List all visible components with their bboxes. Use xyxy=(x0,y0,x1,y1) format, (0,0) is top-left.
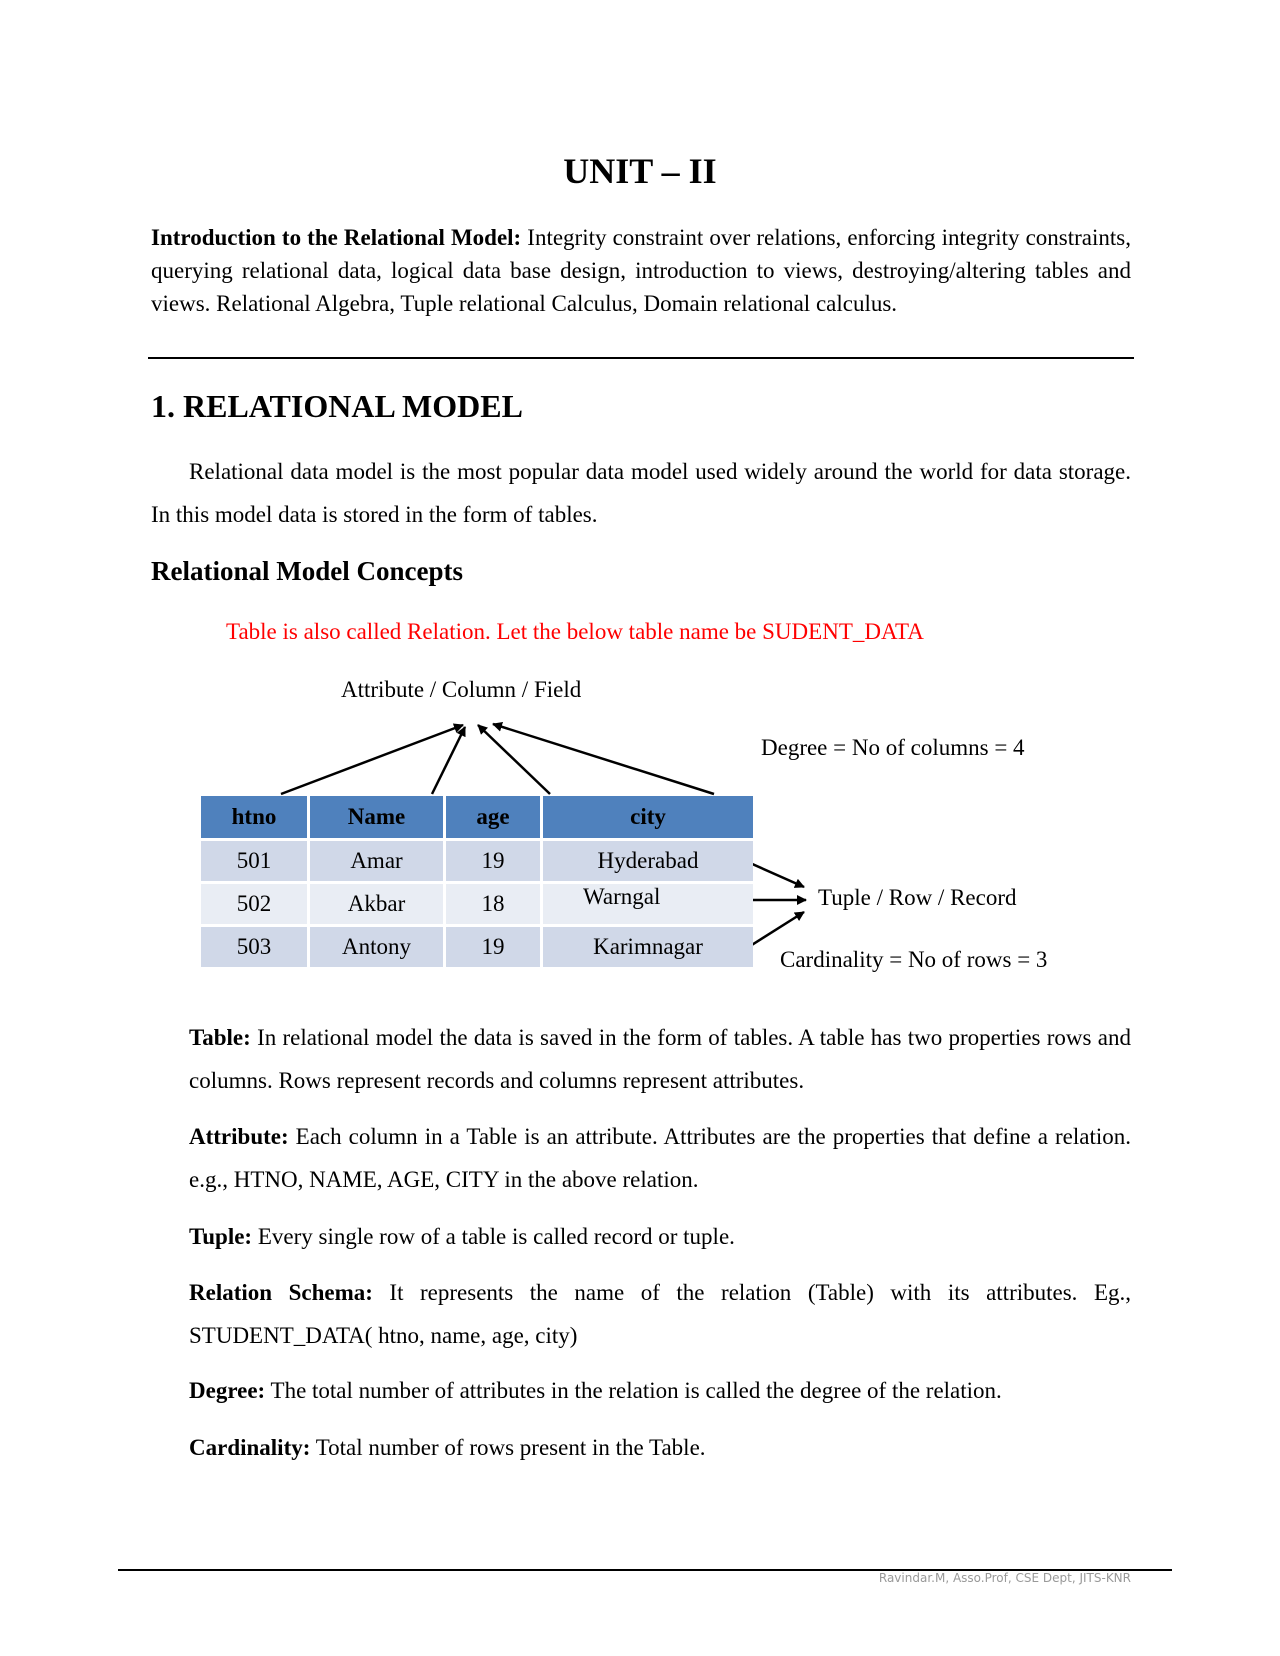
section-heading: 1. RELATIONAL MODEL xyxy=(151,388,523,424)
definition-text: In relational model the data is saved in the form of tables. A table has two properties rows and columns. Rows represent records and columns represent attributes. xyxy=(189,1025,1131,1093)
intro-text: Integrity constraint over relations, enforcing integrity constraints, querying relational data, logical data base design, introduction to views, destroying/altering tables and views. Relational Algebra, Tuple relational Calculus, Domain relational calculus. xyxy=(151,225,1131,316)
table-cell: 502 xyxy=(201,884,307,924)
page-title: UNIT – II xyxy=(563,151,717,191)
attribute-label: Attribute / Column / Field xyxy=(341,677,582,702)
definition-table xyxy=(189,1016,1131,1102)
table-cell: Karimnagar xyxy=(543,927,753,967)
table-cell: 501 xyxy=(201,841,307,881)
definition-relation-schema xyxy=(189,1271,1131,1357)
table-cell: Warngal xyxy=(543,884,753,924)
arrow-city xyxy=(493,724,714,794)
intro-label: Introduction to the Relational Model: xyxy=(151,225,522,250)
column-header: age xyxy=(446,796,540,838)
degree-label: Degree = No of columns = 4 xyxy=(761,735,1025,760)
tuple-label: Tuple / Row / Record xyxy=(818,885,1017,910)
definition-term: Tuple: xyxy=(189,1224,253,1249)
definition-cardinality xyxy=(189,1426,1131,1469)
table-cell: 503 xyxy=(201,927,307,967)
table-row xyxy=(201,884,753,924)
arrow-name xyxy=(432,727,465,794)
definition-text: It represents the name of the relation (Table) with its attributes. Eg., STUDENT_DATA( htno, name, age, city) xyxy=(189,1280,1131,1348)
table-cell: Akbar xyxy=(310,884,443,924)
definition-term: Table: xyxy=(189,1025,251,1050)
arrow-htno xyxy=(281,725,463,794)
definition-attribute xyxy=(189,1115,1131,1201)
table-header-row xyxy=(201,796,753,838)
arrow-age xyxy=(478,725,550,794)
student-data-table xyxy=(198,793,756,970)
definition-term: Degree: xyxy=(189,1378,266,1403)
definition-term: Relation Schema: xyxy=(189,1280,373,1305)
table-cell: Amar xyxy=(310,841,443,881)
column-header: htno xyxy=(201,796,307,838)
section-paragraph: Relational data model is the most popular data model used widely around the world for data storage. In this model data is stored in the form of tables. xyxy=(151,459,1131,527)
cardinality-label: Cardinality = No of rows = 3 xyxy=(780,947,1048,972)
table-cell: 18 xyxy=(446,884,540,924)
definition-text: Total number of rows present in the Table. xyxy=(310,1435,706,1460)
definition-term: Attribute: xyxy=(189,1124,289,1149)
table-cell: 19 xyxy=(446,927,540,967)
red-note: Table is also called Relation. Let the below table name be SUDENT_DATA xyxy=(226,619,924,644)
definition-term: Cardinality: xyxy=(189,1435,311,1460)
definition-text: The total number of attributes in the relation is called the degree of the relation. xyxy=(265,1378,1002,1403)
column-header: Name xyxy=(310,796,443,838)
table-cell: Antony xyxy=(310,927,443,967)
table-row xyxy=(201,841,753,881)
definition-tuple xyxy=(189,1215,1131,1258)
definition-text: Each column in a Table is an attribute. Attributes are the properties that define a relation. e.g., HTNO, NAME, AGE, CITY in the above relation. xyxy=(189,1124,1131,1192)
table-cell: 19 xyxy=(446,841,540,881)
column-header: city xyxy=(543,796,753,838)
subheading: Relational Model Concepts xyxy=(151,556,463,586)
definition-text: Every single row of a table is called record or tuple. xyxy=(252,1224,735,1249)
table-row xyxy=(201,927,753,967)
table-cell: Hyderabad xyxy=(543,841,753,881)
definition-degree xyxy=(189,1369,1131,1412)
footer-credit: Ravindar.M, Asso.Prof, CSE Dept, JITS-KNR xyxy=(878,1571,1131,1585)
